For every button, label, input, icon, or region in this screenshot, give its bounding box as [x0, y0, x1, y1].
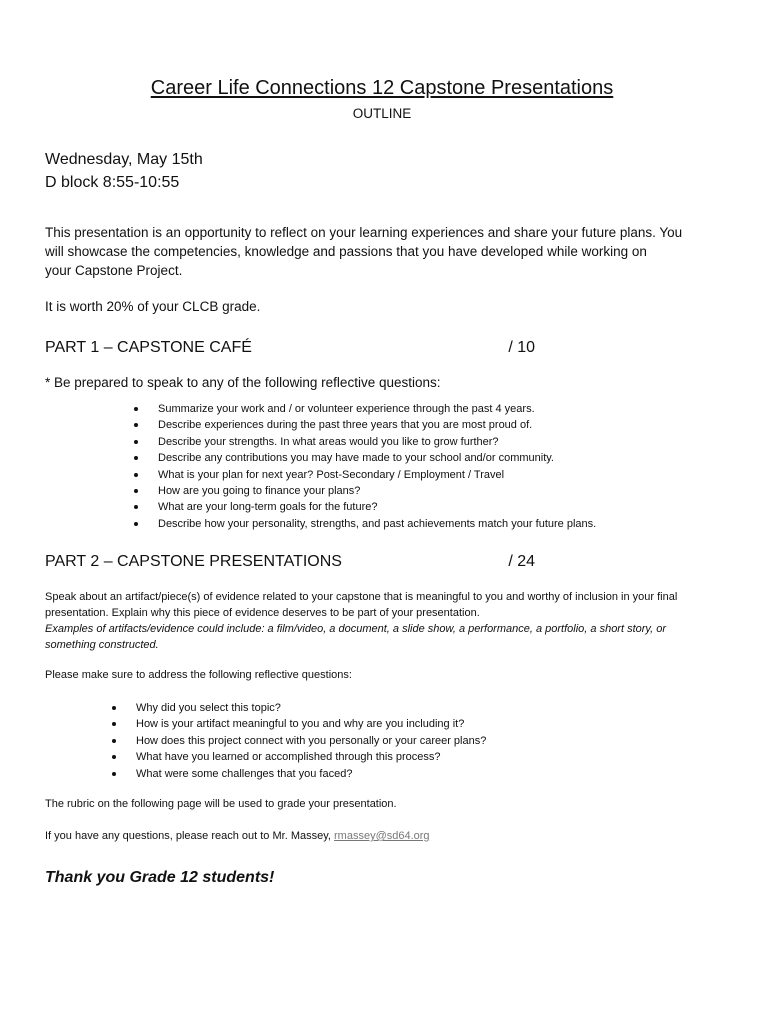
list-item: What is your plan for next year? Post-Secondary / Employment / Travel: [158, 467, 596, 483]
rubric-note: The rubric on the following page will be used to grade your presentation.: [45, 798, 397, 810]
contact-text: If you have any questions, please reach out to Mr. Massey,: [45, 830, 335, 842]
schedule-block: [45, 148, 203, 194]
list-item: Describe experiences during the past three years that you are most proud of.: [158, 417, 596, 433]
list-item: Describe how your personality, strengths, and past achievements match your future plans.: [158, 516, 596, 532]
part1-score: / 10: [508, 339, 535, 356]
thank-you-text: Thank you Grade 12 students!: [45, 869, 275, 886]
list-item: How are you going to finance your plans?: [158, 483, 596, 499]
part2-title: PART 2 – CAPSTONE PRESENTATIONS: [45, 553, 342, 570]
part1-heading: [45, 339, 535, 357]
email-link[interactable]: rmassey@sd64.org: [334, 830, 430, 842]
intro-line: your Capstone Project.: [45, 263, 183, 278]
list-item: Describe your strengths. In what areas would you like to grow further?: [158, 434, 596, 450]
intro-line: This presentation is an opportunity to reflect on your learning experiences and share your future plans. You: [45, 225, 683, 240]
intro-line: will showcase the competencies, knowledge and passions that you have developed while working on: [45, 244, 647, 259]
list-item: What are your long-term goals for the future?: [158, 499, 596, 515]
presentation-time-block: D block 8:55-10:55: [45, 174, 180, 191]
list-item: Why did you select this topic?: [136, 700, 486, 716]
part2-question-list: [136, 700, 486, 782]
part2-score: / 24: [508, 553, 535, 570]
part2-description: [45, 589, 735, 653]
part1-title: PART 1 – CAPSTONE CAFÉ: [45, 339, 252, 356]
part2-heading: [45, 553, 535, 571]
list-item: Describe any contributions you may have made to your school and/or community.: [158, 450, 596, 466]
list-item: Summarize your work and / or volunteer experience through the past 4 years.: [158, 401, 596, 417]
page-subtitle: OUTLINE: [352, 106, 412, 121]
part1-question-list: [158, 401, 596, 532]
list-item: What have you learned or accomplished through this process?: [136, 749, 486, 765]
description-line: Speak about an artifact/piece(s) of evidence related to your capstone that is meaningful to you and worthy of inclusion in your final: [45, 591, 678, 603]
contact-line: [45, 830, 430, 842]
list-item: What were some challenges that you faced?: [136, 766, 486, 782]
description-line: presentation. Explain why this piece of evidence deserves to be part of your presentation.: [45, 607, 480, 619]
list-item: How does this project connect with you personally or your career plans?: [136, 733, 486, 749]
grade-weight-text: It is worth 20% of your CLCB grade.: [45, 299, 261, 314]
part2-prompt: Please make sure to address the following reflective questions:: [45, 669, 352, 681]
page-title: Career Life Connections 12 Capstone Presentations: [150, 77, 614, 99]
examples-line: Examples of artifacts/evidence could include: a film/video, a document, a slide show, a performance, a portfolio, a short story, or: [45, 623, 666, 635]
examples-line: something constructed.: [45, 639, 159, 651]
list-item: How is your artifact meaningful to you and why are you including it?: [136, 716, 486, 732]
part1-prompt: * Be prepared to speak to any of the following reflective questions:: [45, 375, 441, 390]
presentation-date: Wednesday, May 15th: [45, 151, 203, 168]
intro-paragraph: [45, 223, 725, 280]
